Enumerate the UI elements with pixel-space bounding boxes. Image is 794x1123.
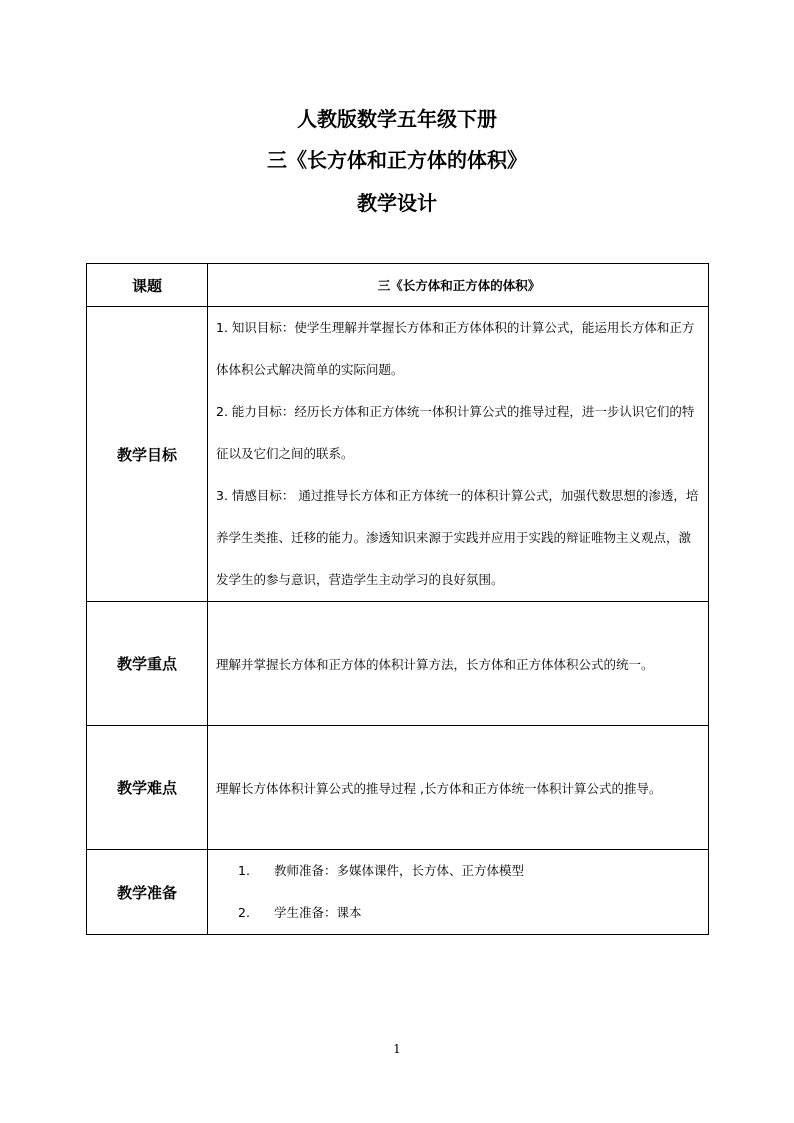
goals-content — [208, 307, 709, 602]
topic-label: 课题 — [87, 264, 208, 307]
list-number: 1. — [238, 863, 250, 878]
document-title: 人教版数学五年级下册 — [297, 107, 497, 131]
preparation-list — [216, 850, 702, 934]
difficulty-label: 教学难点 — [87, 726, 208, 850]
list-text: 教师准备：多媒体课件，长方体、正方体模型 — [274, 863, 525, 878]
goal-emotion: 3. 情感目标： 通过推导长方体和正方体统一的体积计算公式，加强代数思想的渗透，培养学生类推、迁移的能力。渗透知识来源于实践并应用于实践的辩证唯物主义观点，激发学生的参与意识，营造学生主动学习的良好氛围。 — [216, 488, 699, 587]
list-text: 学生准备：课本 — [274, 905, 362, 920]
topic-value: 三《长方体和正方体的体积》 — [208, 264, 709, 307]
preparation-label: 教学准备 — [87, 850, 208, 935]
preparation-row — [87, 850, 709, 935]
difficulty-value: 理解长方体体积计算公式的推导过程 ,长方体和正方体统一体积计算公式的推导。 — [208, 726, 709, 850]
goals-row — [87, 307, 709, 602]
page-number: 1 — [393, 1042, 401, 1056]
lesson-plan-table — [86, 263, 709, 935]
list-item — [216, 892, 702, 934]
list-number: 2. — [238, 905, 250, 920]
key-points-label: 教学重点 — [87, 602, 208, 726]
goal-ability: 2. 能力目标：经历长方体和正方体统一体积计算公式的推导过程，进一步认识它们的特征以及它们之间的联系。 — [216, 404, 695, 461]
difficulty-row — [87, 726, 709, 850]
lesson-title: 三《长方体和正方体的体积》 — [267, 148, 527, 172]
document-subtitle: 教学设计 — [357, 191, 437, 215]
preparation-content — [208, 850, 709, 935]
key-points-value: 理解并掌握长方体和正方体的体积计算方法，长方体和正方体体积公式的统一。 — [208, 602, 709, 726]
list-item — [216, 850, 702, 892]
goals-label: 教学目标 — [87, 307, 208, 602]
goal-knowledge: 1. 知识目标：使学生理解并掌握长方体和正方体体积的计算公式，能运用长方体和正方体体积公式解决简单的实际问题。 — [216, 320, 695, 377]
topic-row — [87, 264, 709, 307]
key-points-row — [87, 602, 709, 726]
